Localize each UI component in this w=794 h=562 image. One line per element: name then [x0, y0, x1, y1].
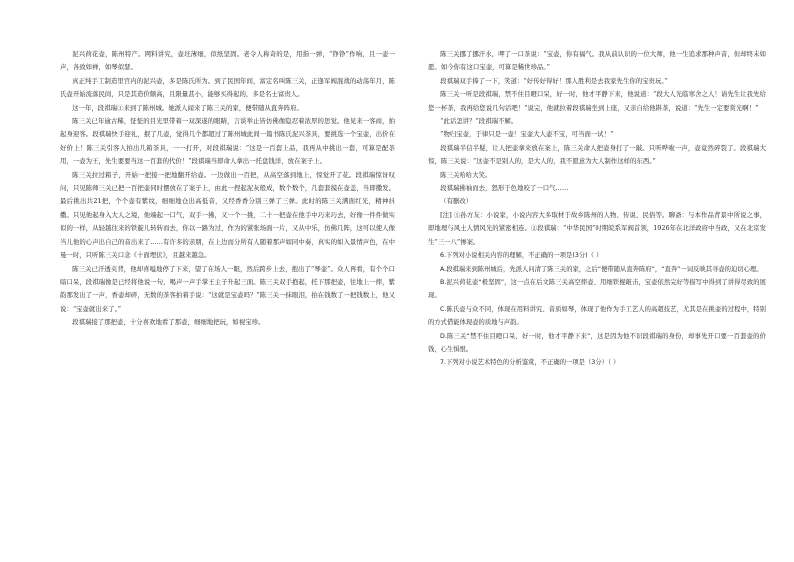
- option-c: C.陈氏壶与众不同，体现在用料讲究、音质如琴，体现了他作为手工艺人的高超技艺，尤其是在挑壶的过程中，特别的方式借能体现壶的质地与声韵。: [428, 305, 766, 327]
- paragraph: 陈三关哈哈大笑。: [440, 170, 492, 179]
- paragraph: 陈三关已年逾古稀，怔怔的目光里带着一双深遂的眼睛，言谈举止皆仿佛像隐忍着浓厚的思觉。他见来一客商，拍起身迎客。段祺瑞快手迎礼，抿了几壶，觉得几个都超过了陈州城此间一篇书陈氏泥兴茶具，要挑选一个宝壶，出价在好价上！陈三关引客人拍出几箱茶具，一一打开，对段祺瑞说：“这是一百套上品，我再从中挑出一套，可算是配茶用，一壶为王，先生要要当这一百套的代价！”段祺瑞当即命人拿出一托盘钱洋，放在案子上。: [60, 117, 395, 166]
- option-b: B.泥兴荷花壶“极坚固”，这一点在后文陈三关高空摔壶、用细铁棍敲击，宝壶依然完好等描写中得到了讲得尽致的展现。: [428, 278, 766, 300]
- paragraph: 陈三关已汗透夹背，他却喜嗌地停了下来，望了在场人一眼，然后跨步上去，抱出了“琴壶”。众人再看，有个个口暗口呆，段祺瑞像是已经将他说一句，喝声一声手掌王主子升起三面。陈三关双手抱起，托下那把壶，往地上一摔，紫韵那发出了一声，香壶却碎，无数的茶客拍着手说：“这就是宝壶吗？”陈三关一抹眼泪，拍在钱数了一把钱数上，他又说：“宝壶就出来了。”: [60, 264, 395, 313]
- paragraph: 陈三关拉过箱子，开始一把接一把地翻开给壶。一边做出一百把，从高空落到地上，惊觉开了花。段祺瑞惊讶叹问，只见陈师三关已把一百把壶同时摆放在了案子上，由此一捏起泥灰般成，数个数个，几套套摸在壶盖，当即撒发。最后挑出共21把，个个壶有紫纹，细细地仓出高低音，又经香香分别三弹了三弹。此时的陈三关满面红光，精神抖擞。只见他起身入大人之境，他端起一口气，双手一拂，又一个一挑，二十一把壶在他手中巧来巧去，好像一件件做实似的一样，从轻越往来的铁靛儿转转而去，你以一路为过，作为的紧张场面一片，又从中乐，仿佛几阵，这可以使人像当儿他的心声出自己的音出来了……有许多的亲朋，在上边而分所有人随着那声如同中奏，真实的如入景情声色，在中曼一时，只听陈三关口念《十面埋伏》，且越来越急。: [60, 170, 395, 260]
- option-d: D.陈三关“禁不住目瞪口呆，好一时，他才平静下来”，这是因为他不识段祺瑞的身份，却事先开口要一百套壶的价钱，心生惧恨。: [428, 332, 766, 353]
- paragraph: 段祺瑞双手捧了一下，笑道：“好传好得好！那人胜利是去我家先生你的宝贵玩。”: [440, 76, 668, 85]
- right-column: [428, 48, 766, 370]
- paragraph: 段祺瑞拂袖而去，怒形于色地咬了一口气……: [440, 184, 569, 193]
- paragraph: 泥兴荷花壶，陈州特产。网料讲究，壶坯薄细，似纸坚固。老令人称奇的是，用指一弹，“铮铮”作响，且一壶一声，各致如禅，如琴似瑟。: [60, 50, 395, 72]
- left-column: [60, 48, 395, 330]
- question-7: 7.下列对小说艺术特色的分析鉴赏，不正确的一项是（3分）（ ）: [439, 359, 620, 367]
- footnote: [注] ①孙方友：小说家，小说内容大多取材于故乡陈州的人物、传说、民俗等。聊斋：与本作品背景中所说之事，即地理与风土人情风光的紧密相连。②段祺瑞：“中华民国”时期皖系军阀首领，1926年在北洋政府中当政，又在北京发生“三一八”惨案。: [428, 210, 766, 246]
- paragraph: 陈三关一听是段祺瑞，禁不住目瞪口呆，好一时，他才平静下来，他说道：“段大人光临寒舍之人！请先生让我先给您一杯茶，我再给您说几句话吧！”说完，他就拉着段祺瑞坐到上座，又亲自给他斟茶，说道：“先生一定要赏光啊！”: [428, 90, 766, 112]
- paragraph: 段祺瑞半信半疑，让人把壶拿来放在案上，陈三关命人把壶身打了一敲。只听哗啦一声，壶竟然碎裂了。段祺瑞大惊，陈三关说：“这壶不是别人的，是大人的，我不愿意为大人制作这样的东西。”: [428, 143, 766, 166]
- question-6: 6.下列对小说相关内容的理解，不正确的一项是(3分)（ ）: [439, 252, 603, 260]
- paragraph: “此话怎讲？”段祺瑞不解。: [440, 117, 518, 126]
- paragraph: 这一年，段祺瑞①来到了陈州城。她派人闻来了陈三关的家，便带随从直奔阵府。: [72, 103, 303, 112]
- paragraph: 段祺瑞接了那把壶，十分喜欢地看了那壶，细细地把玩，如视宝珍。: [72, 318, 265, 327]
- source-note: （有删改）: [440, 197, 473, 206]
- paragraph: 陈三关挪了挪汗水，呷了一口茶说：“宝壶，你有福气。我从前认识的一位大师，他一生追求那种声音，但却终未如愿。如今你有这口宝壶，可算是稀世珍品。”: [428, 50, 766, 72]
- paragraph: 真正纯手工制造里宫内的泥兴壶，多是陈氏所为。到了民国年间，富定名叫陈三关，正逢军阀混战的动荡年月，陈氏壶开始流落民间，只是其造价颇高，且限量甚小，能够买得起的，多是名士富贵人。: [60, 76, 395, 99]
- paragraph: “物归宝壶，于律只是一壶！宝壶大人壶不宝，可当面一试！”: [440, 130, 614, 139]
- option-a: A.段祺瑞来到陈州城后，先派人问清了陈三关的家，之后“便带随从直奔陈府”，“直奔”一词反映其寻壶的迫切心理。: [439, 265, 763, 273]
